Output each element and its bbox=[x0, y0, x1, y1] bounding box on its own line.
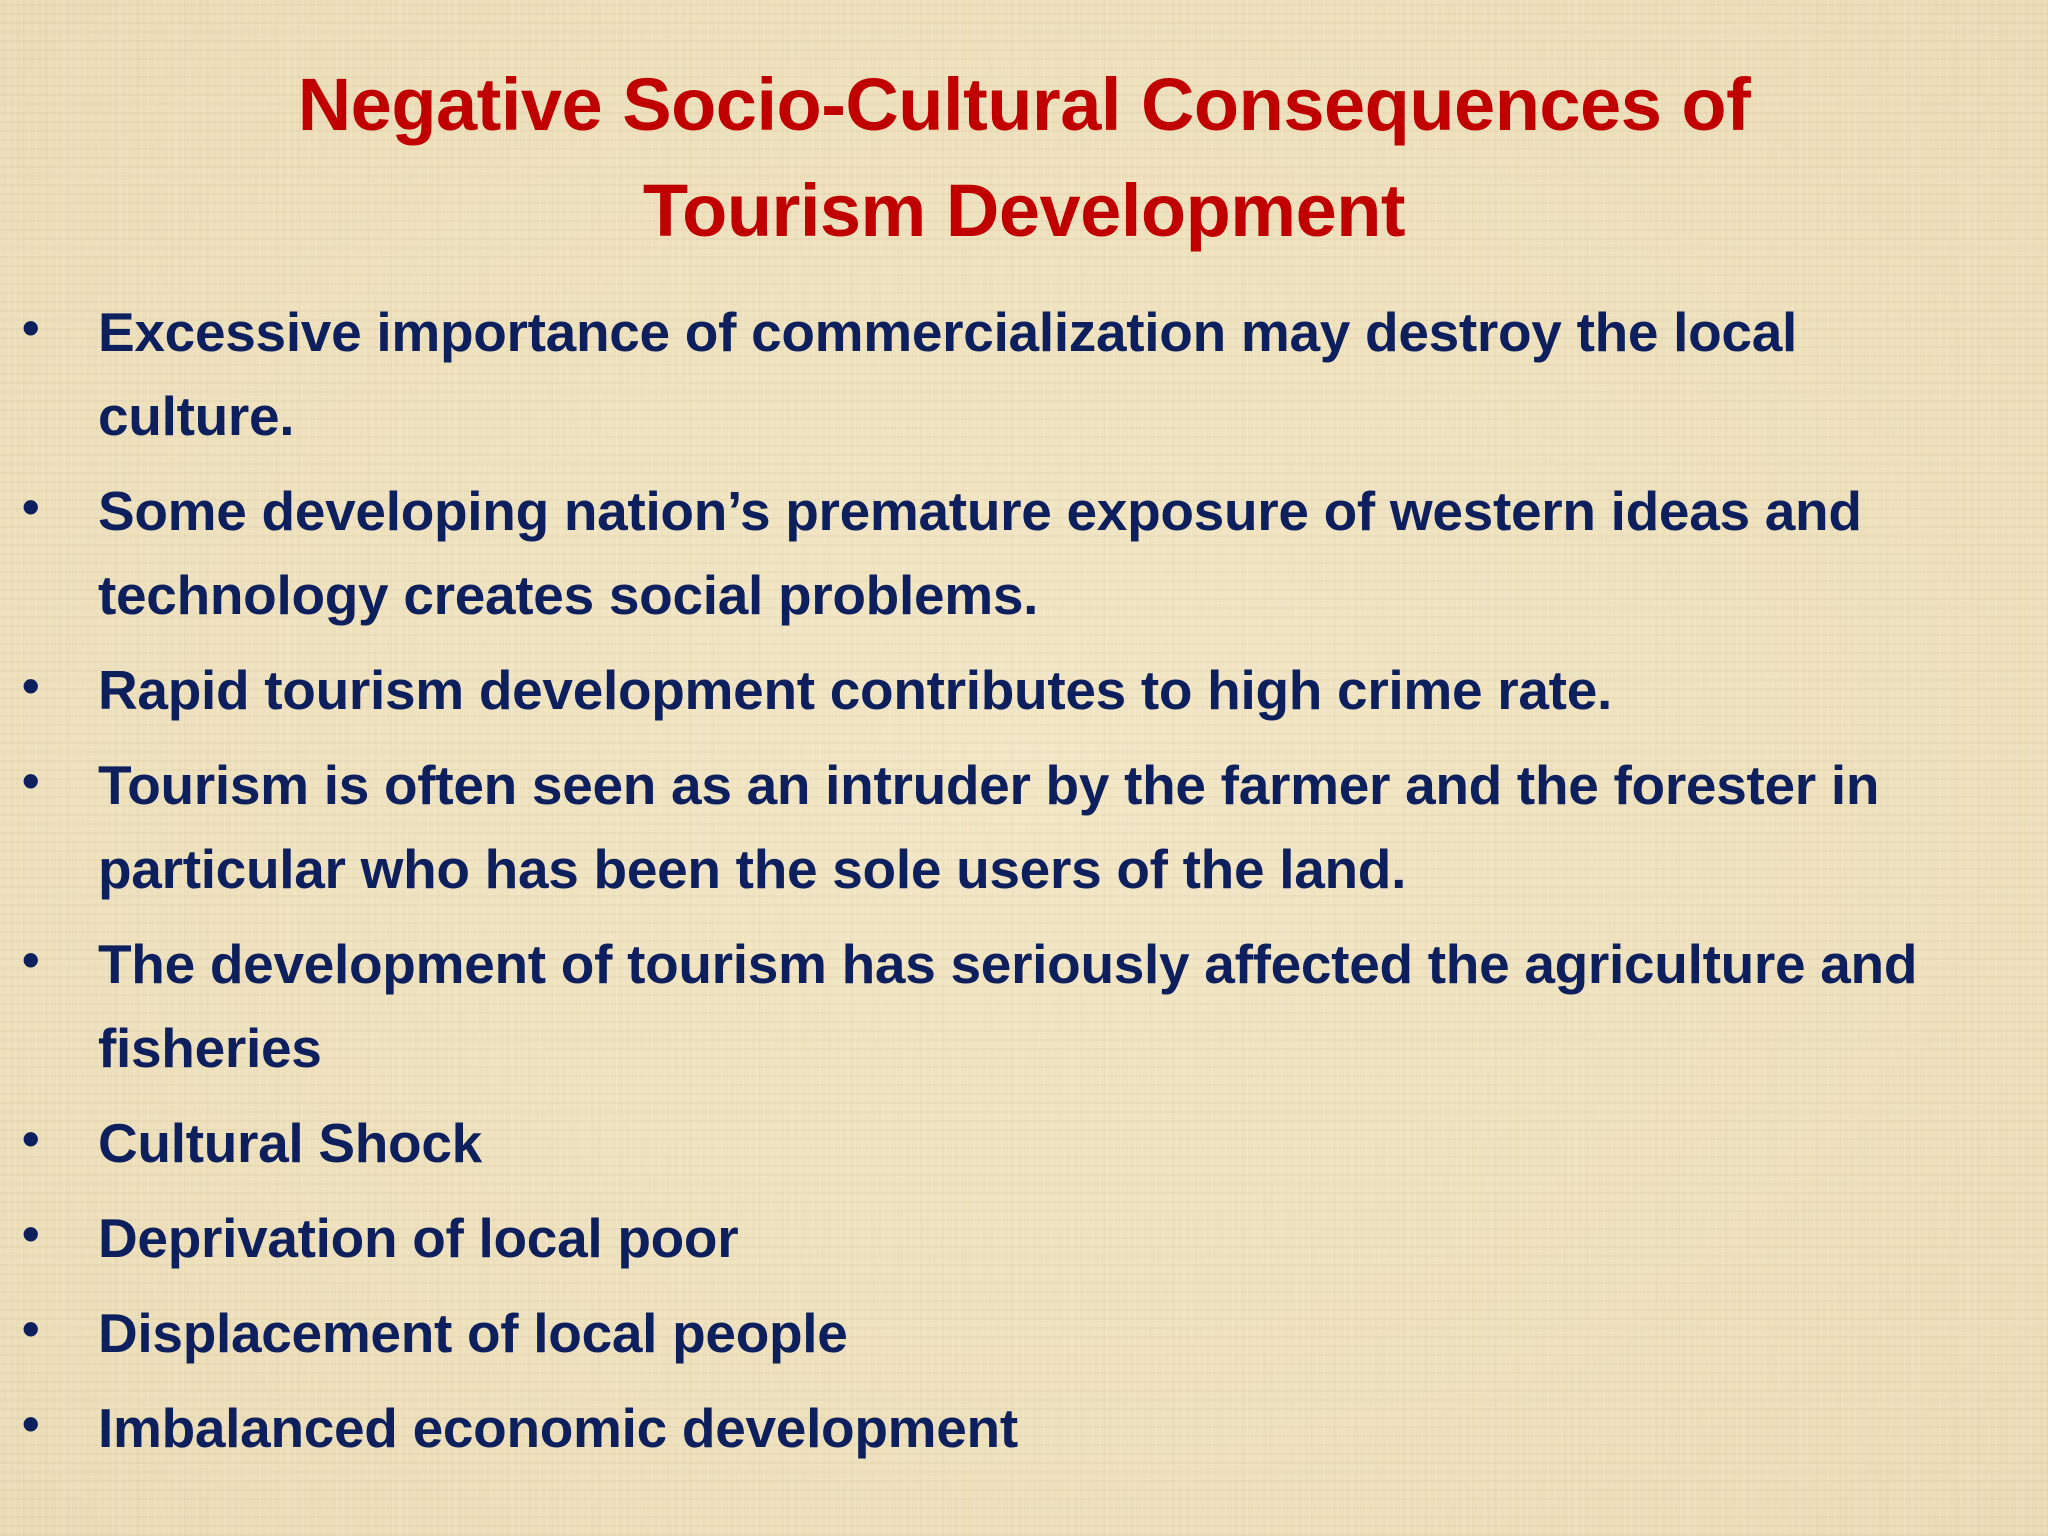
bullet-dot-icon: • bbox=[22, 753, 40, 809]
bullet-dot-icon: • bbox=[22, 1111, 40, 1167]
bullet-text: Some developing nation’s premature exposure of western ideas and technology creates social problems. bbox=[98, 480, 1862, 626]
bullet-dot-icon: • bbox=[22, 1206, 40, 1262]
slide-title-line-2: Tourism Development bbox=[642, 169, 1406, 252]
bullet-item-commercialization bbox=[0, 290, 2048, 458]
bullet-dot-icon: • bbox=[22, 300, 40, 356]
bullet-list bbox=[0, 290, 2048, 1481]
bullet-text: Imbalanced economic development bbox=[98, 1397, 1018, 1459]
bullet-dot-icon: • bbox=[22, 479, 40, 535]
slide-title-line-1: Negative Socio-Cultural Consequences of bbox=[297, 63, 1751, 146]
bullet-item-intruder bbox=[0, 743, 2048, 911]
bullet-text: Displacement of local people bbox=[98, 1302, 848, 1364]
bullet-dot-icon: • bbox=[22, 1301, 40, 1357]
bullet-text: Deprivation of local poor bbox=[98, 1207, 739, 1269]
bullet-text: Cultural Shock bbox=[98, 1112, 482, 1174]
bullet-item-western-ideas bbox=[0, 469, 2048, 637]
bullet-text: The development of tourism has seriously affected the agriculture and fisheries bbox=[98, 933, 1918, 1079]
bullet-dot-icon: • bbox=[22, 658, 40, 714]
bullet-text: Tourism is often seen as an intruder by the farmer and the forester in particular who has been the sole users of the land. bbox=[98, 754, 1880, 900]
bullet-text: Rapid tourism development contributes to high crime rate. bbox=[98, 659, 1612, 721]
bullet-item-imbalanced-development bbox=[0, 1386, 2048, 1470]
bullet-item-cultural-shock bbox=[0, 1101, 2048, 1185]
slide-title bbox=[0, 52, 2048, 264]
bullet-dot-icon: • bbox=[22, 1396, 40, 1452]
bullet-text: Excessive importance of commercialization may destroy the local culture. bbox=[98, 301, 1797, 447]
bullet-dot-icon: • bbox=[22, 932, 40, 988]
bullet-item-deprivation bbox=[0, 1196, 2048, 1280]
bullet-item-displacement bbox=[0, 1291, 2048, 1375]
bullet-item-agriculture bbox=[0, 922, 2048, 1090]
bullet-item-crime-rate bbox=[0, 648, 2048, 732]
